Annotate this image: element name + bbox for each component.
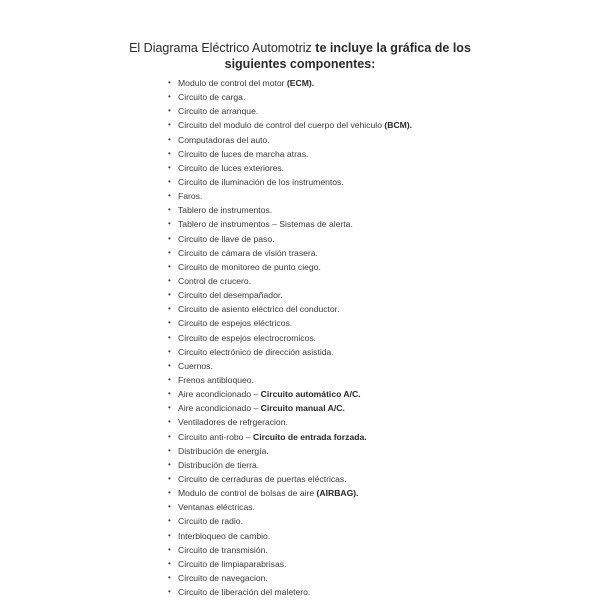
bullet-icon: • (168, 488, 171, 498)
bullet-icon: • (168, 332, 171, 342)
list-item (168, 316, 412, 330)
list-item (168, 415, 412, 429)
list-item-text: Circuito de liberación del maletero. (178, 587, 311, 598)
bullet-icon: • (168, 261, 171, 271)
bullet-icon: • (168, 544, 171, 554)
list-item-text: Aire acondicionado – (178, 403, 261, 414)
heading-normal-text: El Diagrama Eléctrico Automotriz (129, 41, 316, 55)
bullet-icon: • (168, 176, 171, 186)
list-item (168, 571, 412, 585)
list-item-text: Circuito de carga. (178, 92, 246, 103)
list-item-text: Ventiladores de refrgeracion. (178, 417, 288, 428)
list-item (168, 401, 412, 415)
list-item-text: Circuito del modulo de control del cuerpo del vehiculo (178, 120, 385, 131)
list-item-text: Circuito de limpiaparabrisas. (178, 558, 287, 569)
list-item (168, 90, 412, 104)
list-item (168, 161, 412, 175)
list-item-text: Tablero de instrumentos – Sistemas de alerta. (178, 219, 353, 230)
bullet-icon: • (168, 290, 171, 300)
list-item (168, 387, 412, 401)
list-item-text: Faros. (178, 191, 203, 202)
bullet-icon: • (168, 572, 171, 582)
list-item (168, 472, 412, 486)
list-item (168, 274, 412, 288)
bullet-icon: • (168, 120, 171, 130)
list-item-text: Modulo de control de bolsas de aire (178, 488, 317, 499)
list-item (168, 557, 412, 571)
list-item-text: Circuito de monitoreo de punto ciego. (178, 261, 321, 272)
list-item-text: Control de crucero. (178, 275, 252, 286)
list-item-text: Circuito de radio. (178, 516, 243, 527)
list-item (168, 444, 412, 458)
component-list (168, 76, 412, 599)
bullet-icon: • (168, 219, 171, 229)
list-item (168, 246, 412, 260)
list-item-bold-text: (ECM). (286, 78, 315, 88)
bullet-icon: • (168, 417, 171, 427)
bullet-icon: • (168, 445, 171, 455)
list-item (168, 331, 412, 345)
list-item-text: Frenos antibloqueo. (178, 374, 254, 385)
list-item-bold-text: Circuito manual A/C. (260, 403, 345, 414)
list-item-text: Interbloqueo de cambio. (178, 530, 271, 541)
list-item-text: Circuito del desempañador. (178, 290, 283, 301)
bullet-icon: • (168, 191, 171, 201)
bullet-icon: • (168, 78, 171, 87)
bullet-icon: • (168, 247, 171, 257)
list-item (168, 345, 412, 359)
list-item (168, 359, 412, 373)
list-item (168, 76, 412, 90)
bullet-icon: • (168, 134, 171, 144)
bullet-icon: • (168, 516, 171, 526)
list-item (168, 302, 412, 316)
list-item (168, 232, 412, 246)
bullet-icon: • (168, 431, 171, 441)
bullet-icon: • (168, 530, 171, 540)
list-item-text: Ventanas eléctricas. (178, 502, 255, 513)
bullet-icon: • (168, 403, 171, 413)
list-item-text: Circuito de cerraduras de puertas eléctricas. (178, 473, 347, 484)
list-item-text: Circuito de espejos electrocromicos. (178, 332, 317, 343)
list-item-text: Circuito de llave de paso. (178, 233, 275, 244)
list-item (168, 133, 412, 147)
list-item-text: Cuernos. (178, 360, 213, 371)
list-item-text: Aire acondicionado – (178, 389, 261, 400)
list-item-text: Tablero de instrumentos. (178, 205, 273, 216)
bullet-icon: • (168, 275, 171, 285)
list-item (168, 529, 412, 543)
list-item-text: Circuito de transmisión. (178, 544, 268, 555)
list-item (168, 514, 412, 528)
list-item (168, 175, 412, 189)
list-item-text: Modulo de control del motor (178, 78, 287, 88)
list-item-bold-text: Circuito de entrada forzada. (253, 431, 367, 442)
list-item-text: Circuito anti-robo – (178, 431, 253, 442)
bullet-icon: • (168, 106, 171, 116)
bullet-icon: • (168, 148, 171, 158)
list-item-bold-text: Circuito automático A/C. (260, 389, 361, 400)
list-item-text: Circuito de cámara de visión trasera. (178, 247, 318, 258)
list-item (168, 104, 412, 118)
list-item-text: Computadoras del auto. (178, 134, 270, 145)
list-item (168, 543, 412, 557)
list-item (168, 217, 412, 231)
list-item-text: Distribución de tierra. (178, 459, 260, 470)
list-item (168, 585, 412, 599)
bullet-icon: • (168, 205, 171, 215)
bullet-icon: • (168, 374, 171, 384)
list-item (168, 118, 412, 132)
list-item (168, 260, 412, 274)
list-item-text: Distribución de energía. (178, 445, 269, 456)
list-item (168, 147, 412, 161)
list-item (168, 373, 412, 387)
list-item-text: Circuito electrónico de dirección asistida. (178, 346, 334, 357)
bullet-icon: • (168, 587, 171, 597)
bullet-icon: • (168, 233, 171, 243)
list-item (168, 430, 412, 444)
list-item-text: Circuito de iluminación de los instrumentos. (178, 176, 344, 187)
bullet-icon: • (168, 92, 171, 102)
list-item-text: Circuito de espejos eléctricos. (178, 318, 293, 329)
list-item (168, 486, 412, 500)
bullet-icon: • (168, 346, 171, 356)
list-item (168, 189, 412, 203)
list-item-text: Circuito de luces de marcha atras. (178, 148, 309, 159)
bullet-icon: • (168, 558, 171, 568)
bullet-icon: • (168, 318, 171, 328)
bullet-icon: • (168, 360, 171, 370)
bullet-icon: • (168, 304, 171, 314)
list-item-bold-text: (AIRBAG). (316, 488, 359, 499)
list-item (168, 500, 412, 514)
bullet-icon: • (168, 502, 171, 512)
bullet-icon: • (168, 162, 171, 172)
list-item-text: Circuito de luces exteriores. (178, 162, 285, 173)
list-item-text: Circuito de asiento eléctrico del conductor. (178, 304, 340, 315)
bullet-icon: • (168, 473, 171, 483)
page-heading (100, 40, 500, 72)
list-item-bold-text: (BCM). (384, 120, 413, 131)
bullet-icon: • (168, 389, 171, 399)
list-item (168, 288, 412, 302)
list-item-text: Circuito de arranque. (178, 106, 259, 117)
list-item (168, 203, 412, 217)
bullet-icon: • (168, 459, 171, 469)
list-item-text: Circuito de navegacion. (178, 572, 268, 583)
list-item (168, 458, 412, 472)
heading-bold-text: te incluye la gráfica de los siguientes componentes: (224, 41, 471, 71)
